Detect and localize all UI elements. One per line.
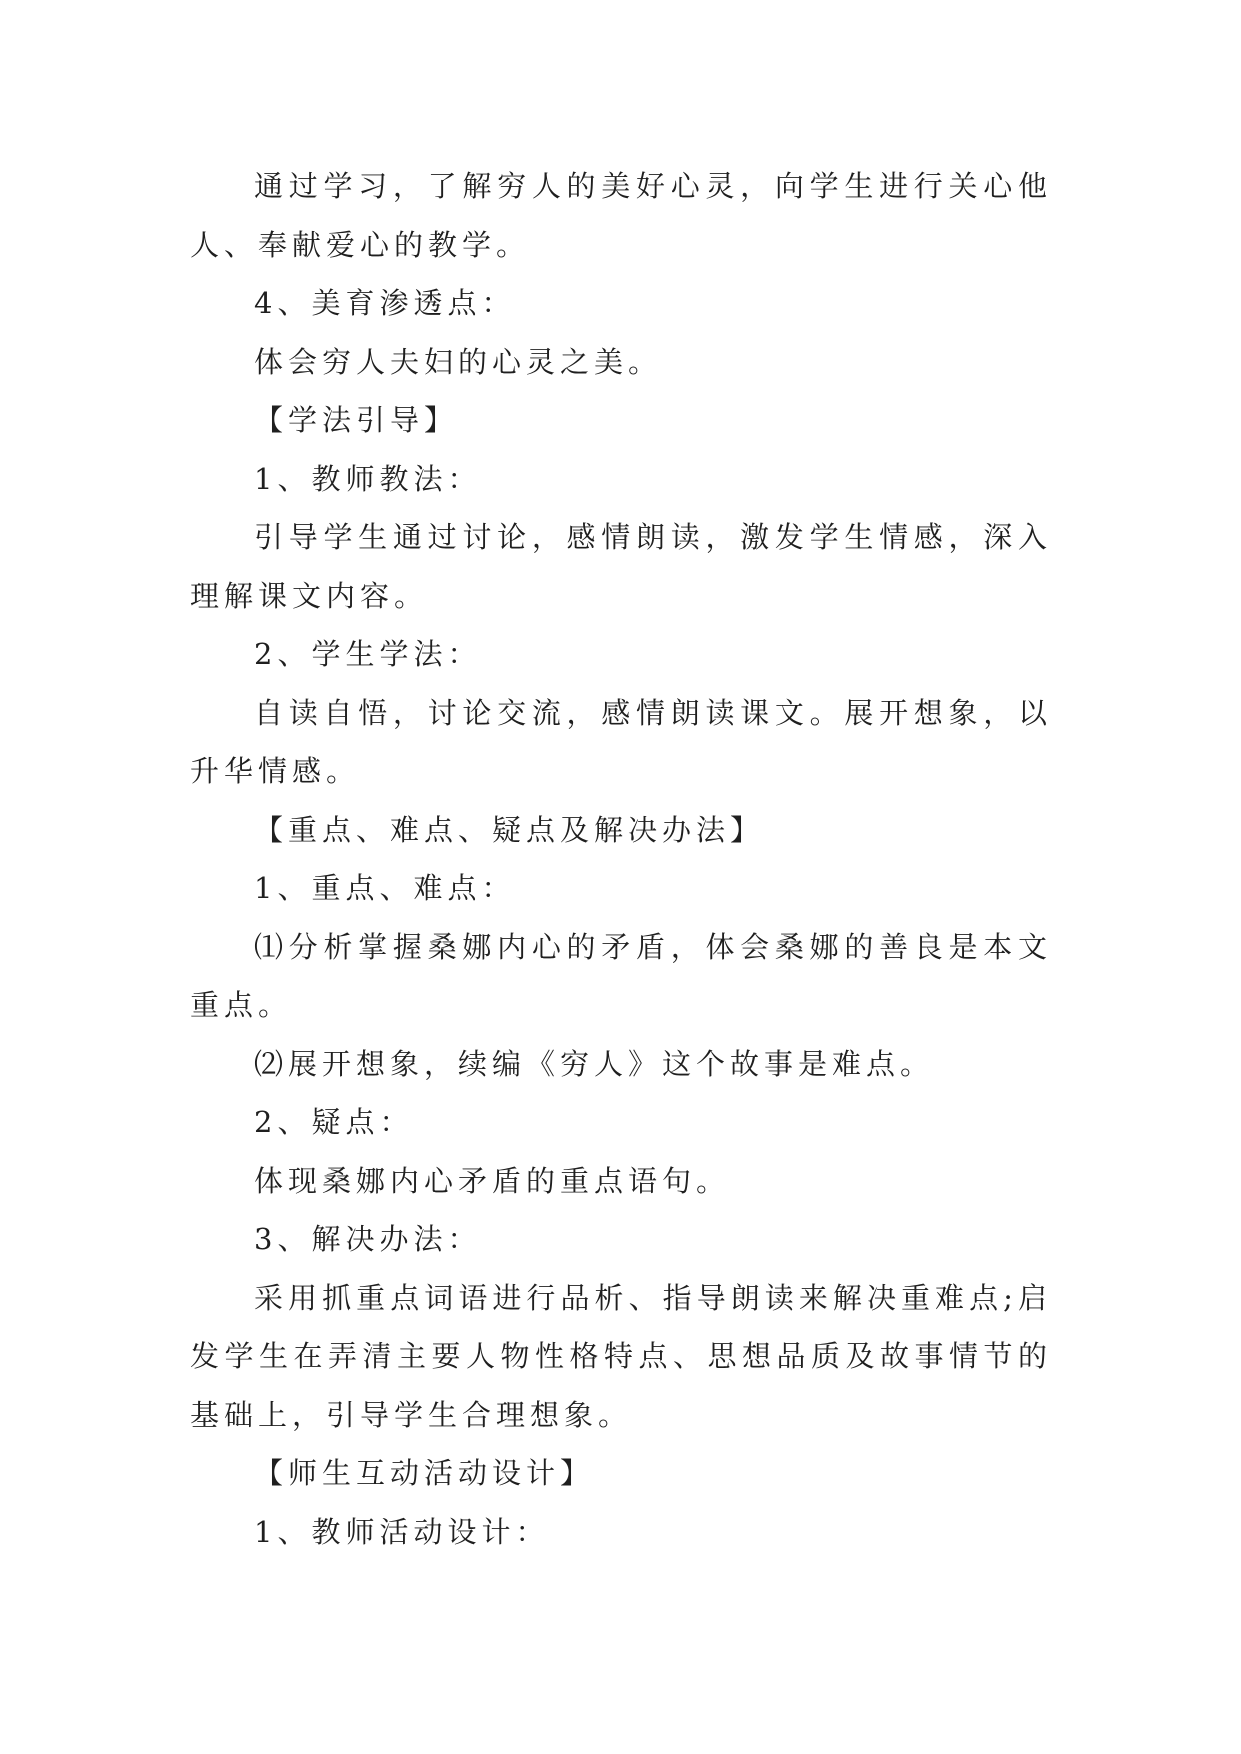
section-heading-study-method: 【学法引导】 (254, 403, 459, 437)
section-heading-interaction-design: 【师生互动活动设计】 (254, 1456, 595, 1490)
paragraph-student-method: 自读自悟，讨论交流，感情朗读课文。展开想象，以升华情感。 (190, 695, 1052, 788)
paragraph-teacher-method-heading: 1、教师教法： (254, 461, 482, 496)
paragraph-key-difficult-heading: 1、重点、难点： (254, 871, 516, 905)
document-body (190, 157, 1052, 1561)
paragraph-solution-heading: 3、解决办法： (254, 1222, 482, 1256)
paragraph-aesthetic-point-heading: 4、美育渗透点： (254, 286, 516, 320)
paragraph-teacher-activity-heading: 1、教师活动设计： (254, 1514, 550, 1549)
paragraph-aesthetic-point: 体会穷人夫妇的心灵之美。 (254, 344, 663, 379)
paragraph-student-method-heading: 2、学生学法： (254, 637, 482, 671)
paragraph-key-point-2: ⑵展开想象，续编《穷人》这个故事是难点。 (254, 1046, 935, 1081)
section-heading-key-points: 【重点、难点、疑点及解决办法】 (254, 812, 765, 847)
paragraph-solution: 采用抓重点词语进行品析、指导朗读来解决重难点;启发学生在弄清主要人物性格特点、思想品质及故事情节的基础上，引导学生合理想象。 (190, 1280, 1052, 1432)
paragraph-doubt: 体现桑娜内心矛盾的重点语句。 (254, 1163, 731, 1198)
paragraph-teaching-goal: 通过学习，了解穷人的美好心灵，向学生进行关心他人、奉献爱心的教学。 (190, 169, 1052, 262)
paragraph-key-point-1: ⑴分析掌握桑娜内心的矛盾，体会桑娜的善良是本文重点。 (190, 929, 1052, 1022)
paragraph-doubt-heading: 2、疑点： (254, 1105, 414, 1139)
paragraph-teacher-method: 引导学生通过讨论，感情朗读，激发学生情感，深入理解课文内容。 (190, 520, 1052, 613)
